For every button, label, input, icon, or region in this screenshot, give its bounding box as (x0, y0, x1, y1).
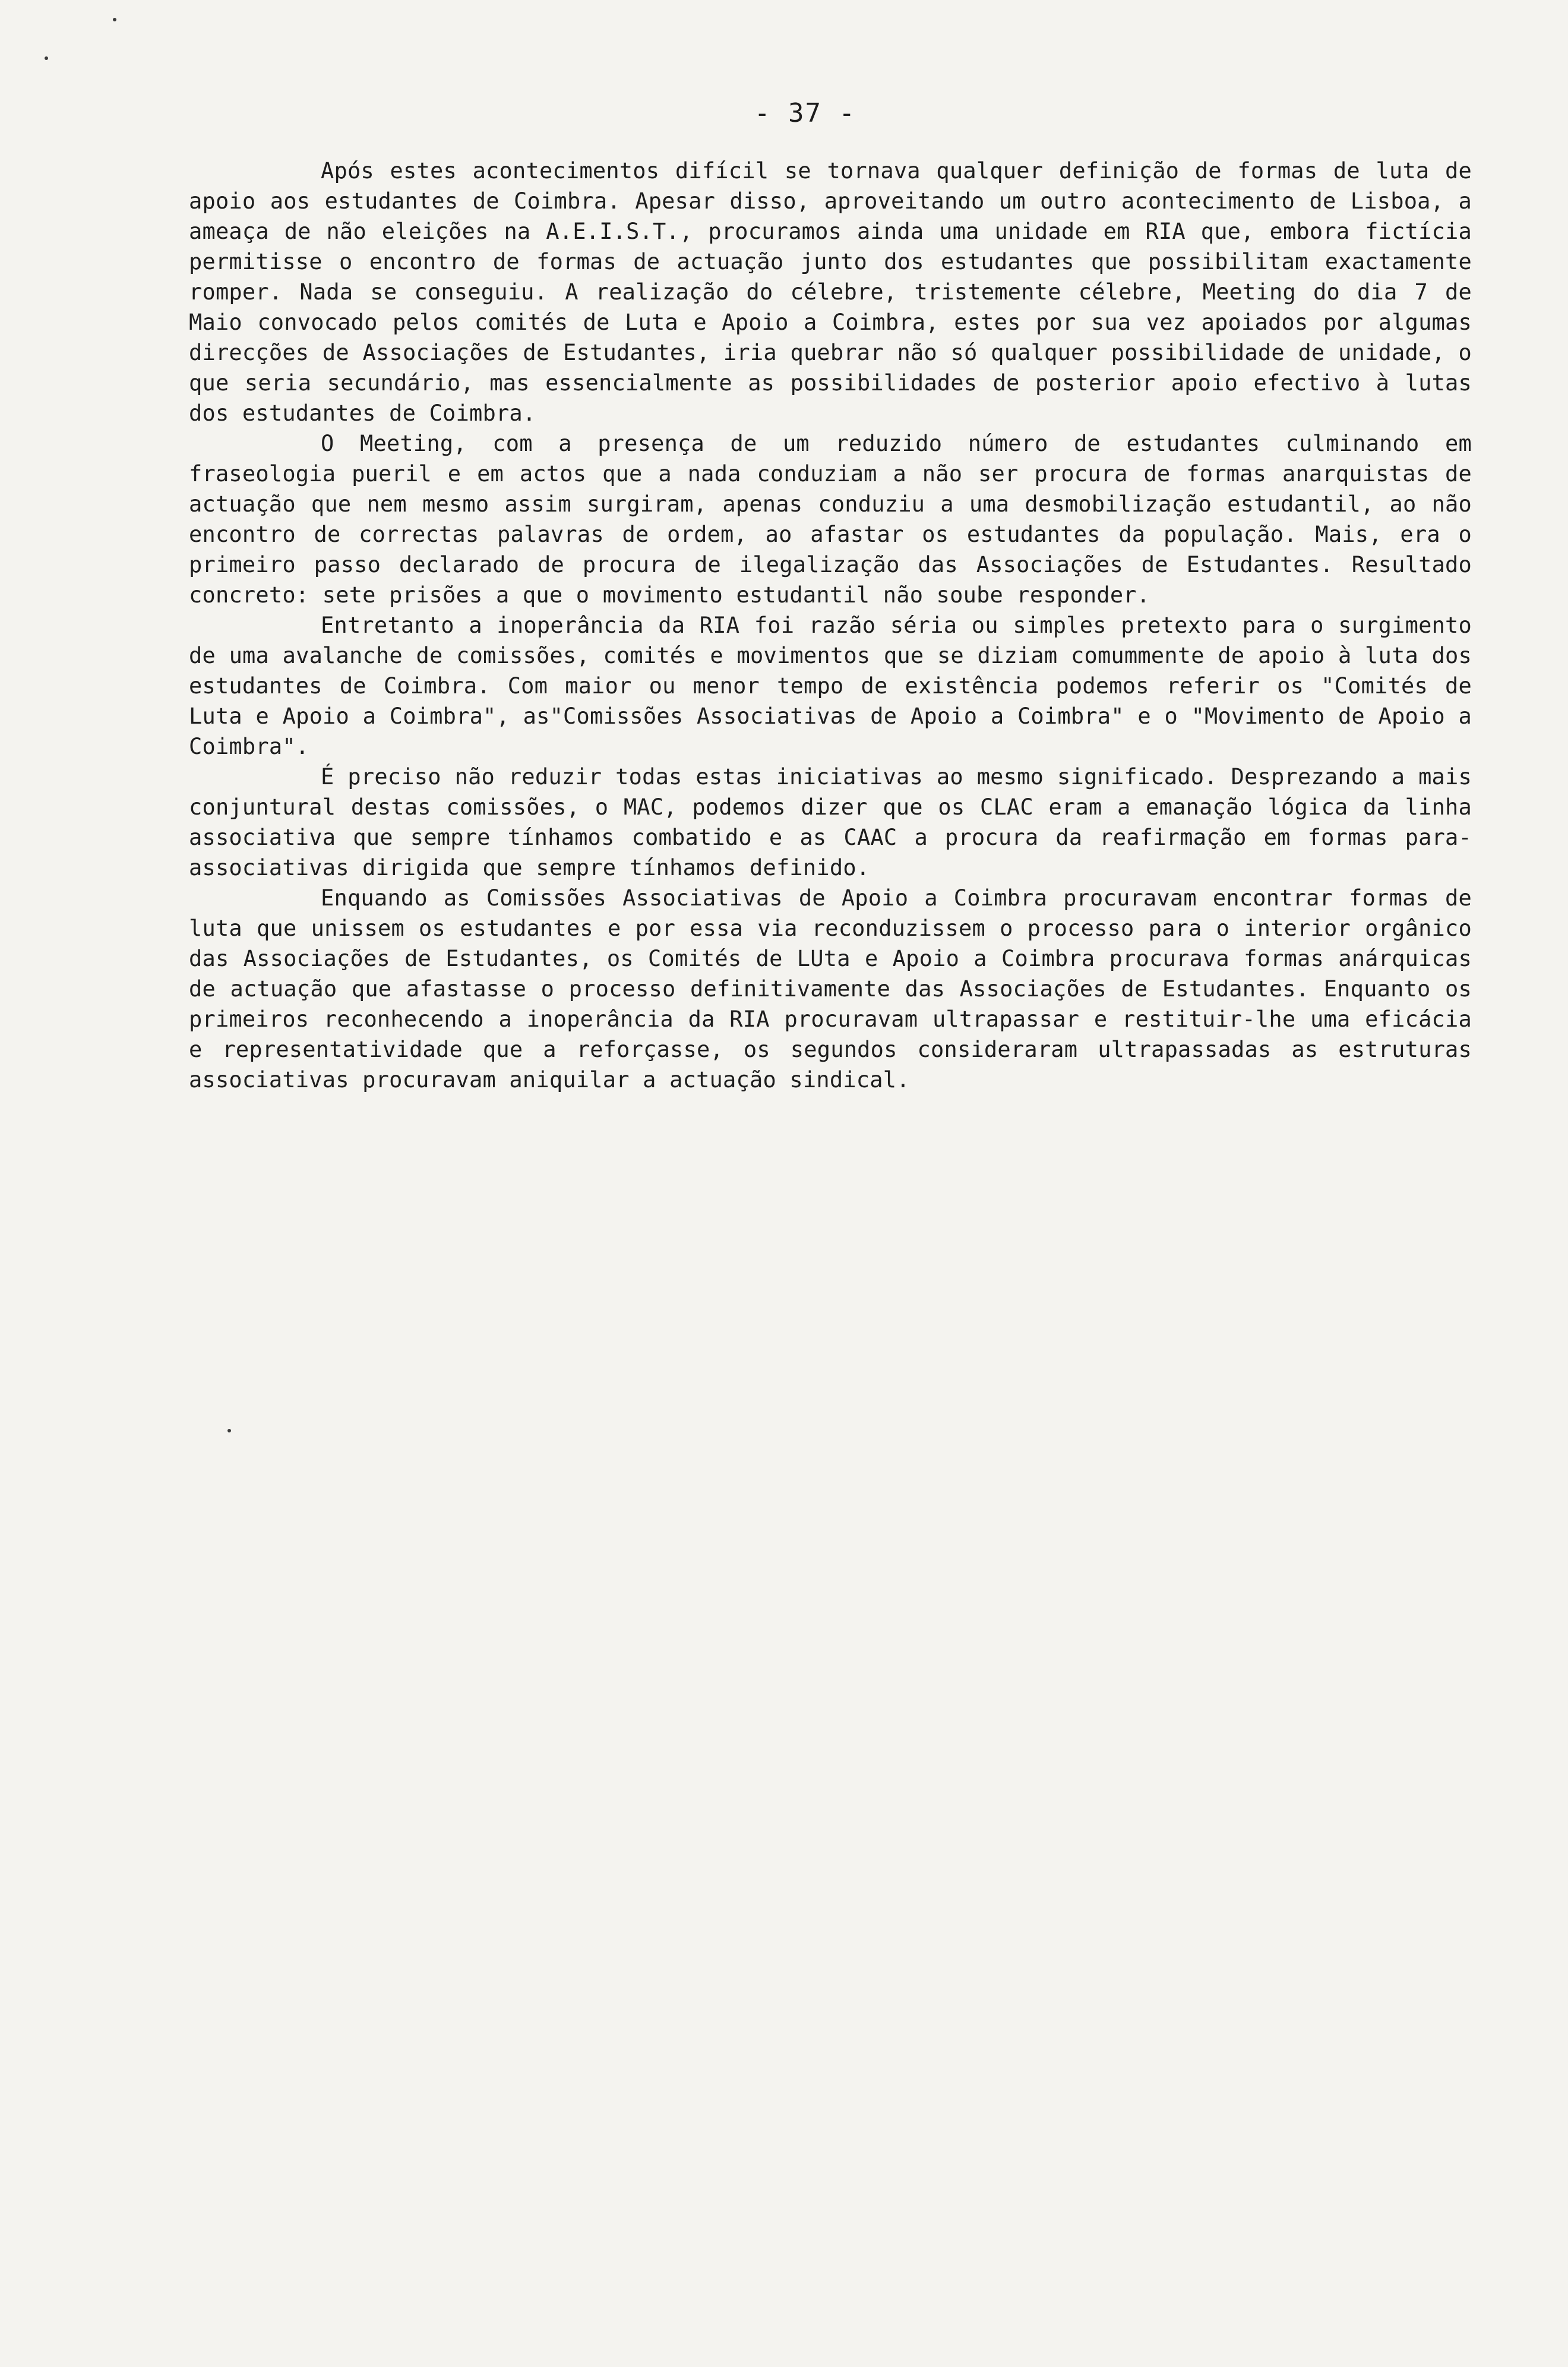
paragraph-2: O Meeting, com a presença de um reduzido número de estudantes culminando em fraseologia pueril e em actos que a nada conduziam a não ser procura de formas anarquistas de actuação que nem mesmo assim surgiram, apenas conduziu a uma desmobilização estudantil, ao não encontro de correctas palavras de ordem, ao afastar os estudantes da população. Mais, era o primeiro passo declarado de procura de ilegalização das Associações de Estudantes. Resultado concreto: sete prisões a que o movimento estudantil não soube responder. (189, 431, 1472, 608)
scan-speck (227, 1429, 231, 1432)
paragraph-3: Entretanto a inoperância da RIA foi razão séria ou simples pretexto para o surgimento de uma avalanche de comissões, comités e movimentos que se diziam comummente de apoio à luta dos estudantes de Coimbra. Com maior ou menor tempo de existência podemos referir os "Comités de Luta e Apoio a Coimbra", as"Comissões Associativas de Apoio a Coimbra" e o "Movimento de Apoio a Coimbra". (189, 613, 1472, 759)
paragraph-5: Enquando as Comissões Associativas de Apoio a Coimbra procuravam encontrar formas de luta que unissem os estudantes e por essa via reconduzissem o processo para o interior orgânico das Associações de Estudantes, os Comités de LUta e Apoio a Coimbra procurava formas anárquicas de actuação que afastasse o processo definitivamente das Associações de Estudantes. Enquanto os primeiros reconhecendo a inoperância da RIA procuravam ultrapassar e restituir-lhe uma eficácia e representatividade que a reforçasse, os segundos consideraram ultrapassadas as estruturas associativas procuravam aniquilar a actuação sindical. (189, 885, 1472, 1093)
document-body (189, 156, 1472, 1095)
paragraph-4: É preciso não reduzir todas estas iniciativas ao mesmo significado. Desprezando a mais conjuntural destas comissões, o MAC, podemos dizer que os CLAC eram a emanação lógica da linha associativa que sempre tínhamos combatido e as CAAC a procura da reafirmação em formas para-associativas dirigida que sempre tínhamos definido. (189, 764, 1472, 880)
scan-speck (45, 56, 48, 60)
scan-speck (113, 18, 116, 21)
paragraph-1: Após estes acontecimentos difícil se tornava qualquer definição de formas de luta de apoio aos estudantes de Coimbra. Apesar disso, aproveitando um outro acontecimento de Lisboa, a ameaça de não eleições na A.E.I.S.T., procuramos ainda uma unidade em RIA que, embora fictícia permitisse o encontro de formas de actuação junto dos estudantes que possibilitam exactamente romper. Nada se conseguiu. A realização do célebre, tristemente célebre, Meeting do dia 7 de Maio convocado pelos comités de Luta e Apoio a Coimbra, estes por sua vez apoiados por algumas direcções de Associações de Estudantes, iria quebrar não só qualquer possibilidade de unidade, o que seria secundário, mas essencialmente as possibilidades de posterior apoio efectivo à lutas dos estudantes de Coimbra. (189, 158, 1472, 426)
page-number: - 37 - (754, 98, 856, 128)
